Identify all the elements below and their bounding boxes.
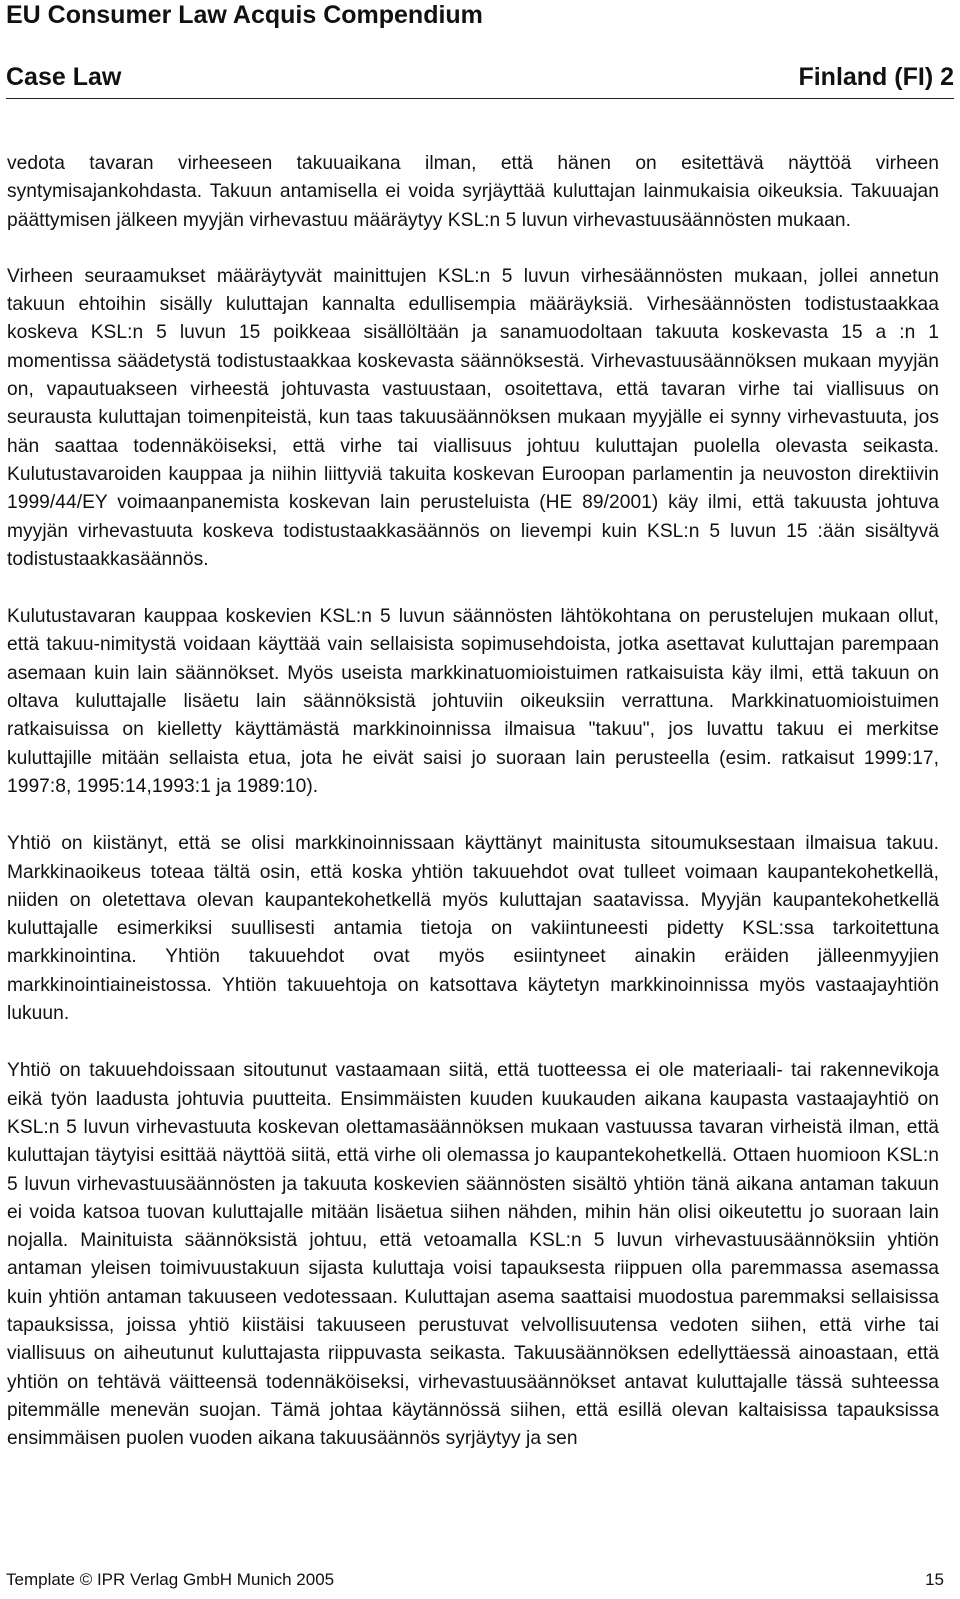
header-divider <box>6 98 954 99</box>
country-label: Finland (FI) 2 <box>798 63 954 91</box>
paragraph-2: Virheen seuraamukset määräytyvät mainittujen KSL:n 5 luvun virhesäännösten mukaan, jollei annetun takuun ehtoihin sisälly kuluttajan kannalta edullisempia määräyksiä. Virhesäännösten todistustaakkaa koskeva KSL:n 5 luvun 15 poikkeaa sisällöltään ja sanamuodoltaan takuuta koskevasta 15 a :n 1 momentissa säädetystä todistustaakkaa koskevasta säännöksestä. Virhevastuusäännöksen mukaan myyjän on, vapautuakseen virheestä johtuvasta vastuustaan, osoitettava, että tavaran virhe tai viallisuus on seurausta kuluttajan toimenpiteistä, kun taas takuusäännöksen mukaan myyjälle ei synny virhevastuuta, jos hän saattaa todennäköiseksi, että virhe tai viallisuus johtuu kuluttajan puolella olevasta seikasta. Kulutustavaroiden kauppaa ja niihin liittyviä takuita koskevan Euroopan parlamentin ja neuvoston direktiivin 1999/44/EY voimaanpanemista koskevan lain perusteluista (HE 89/2001) käy ilmi, että takuusta johtuva myyjän virhevastuuta koskeva todistustaakkasäännös on lievempi kuin KSL:n 5 luvun 15 :ään sisältyvä todistustaakkasäännös. <box>7 265 939 570</box>
page-header <box>6 0 954 92</box>
section-row <box>6 62 954 92</box>
body-text <box>7 150 939 1482</box>
paragraph-4: Yhtiö on kiistänyt, että se olisi markkinoinnissaan käyttänyt mainitusta sitoumuksestaan ilmaisua takuu. Markkinaoikeus toteaa tältä osin, että koska yhtiön takuuehdot ovat tulleet voimaan kaupantekohetkellä, niiden on oletettava olevan kaupantekohetkellä myös kuluttajan saatavissa. Myyjän kaupantekohetkellä kuluttajalle esimerkiksi suullisesti antamia tietoja on vakiintuneesti pidetty KSL:ssa tarkoitettuna markkinointina. Yhtiön takuuehdot ovat myös esiintyneet ainakin eräiden jälleenmyyjien markkinointiaineistossa. Yhtiön takuuehtoja on katsottava käytetyn markkinoinnissa myös vastaajayhtiön lukuun. <box>7 833 939 1025</box>
paragraph-5: Yhtiö on takuuehdoissaan sitoutunut vastaamaan siitä, että tuotteessa ei ole materiaali- tai rakennevikoja eikä työn laadusta johtuvia puutteita. Ensimmäisten kuuden kuukauden aikana kaupasta vastaajayhtiö on KSL:n 5 luvun virhevastuuta koskevan olettamasäännöksen mukaan vastuussa tavaran virheistä ilman, että kuluttajan täytyisi esittää näyttöä siitä, että virhe oli olemassa jo kaupantekohetkellä. Ottaen huomioon KSL:n 5 luvun virhevastuusäännösten ja takuuta koskevien säännösten sisältö yhtiön tänä aikana antaman takuun ei voida katsoa tuovan kuluttajalle mitään lisäetua siihen nähden, mihin hän olisi oikeutettu jo suoraan lain nojalla. Mainituista säännöksistä johtuu, että vetoamalla KSL:n 5 luvun virhevastuusäännöksiin yhtiön antaman yleisen toimivuustakuun sijasta kuluttaja voisi tapauksesta riippuen olla paremmassa asemassa kuin yhtiön antaman takuuseen vedotessaan. Kuluttajan asema saattaisi muodostua paremmaksi sellaisissa tapauksissa, joissa yhtiö kiistäisi takuuseen perustuvat velvollisuutensa vedoten siihen, että virhe tai viallisuus on aiheutunut kuluttajasta riippuvasta seikasta. Takuusäännöksen edellyttäessä ainoastaan, että yhtiön on tehtävä väitteensä todennäköiseksi, virhevastuusäännökset antavat kuluttajalle tässä suhteessa pitemmälle menevän suojan. Tämä johtaa käytännössä siihen, että esillä olevan kaltaisissa tapauksissa ensimmäisen puolen vuoden aikana takuusäännös syrjäytyy ja sen <box>7 1060 939 1450</box>
document-title: EU Consumer Law Acquis Compendium <box>6 1 483 29</box>
page-footer <box>6 1570 944 1590</box>
footer-template-text: Template © IPR Verlag GmbH Munich 2005 <box>6 1570 335 1589</box>
paragraph-1: vedota tavaran virheeseen takuuaikana ilman, että hänen on esitettävä näyttöä virheen syntymisajankohdasta. Takuun antamisella ei voida syrjäyttää kuluttajan lainmukaisia oikeuksia. Takuuajan päättymisen jälkeen myyjän virhevastuu määräytyy KSL:n 5 luvun virhevastuusäännösten mukaan. <box>7 153 939 231</box>
paragraph-3: Kulutustavaran kauppaa koskevien KSL:n 5 luvun säännösten lähtökohtana on perustelujen mukaan ollut, että takuu-nimitystä voidaan käyttää vain sellaisista sopimusehdoista, jotka asettavat kuluttajan parempaan asemaan kuin lain säännökset. Myös useista markkinatuomioistuimen ratkaisuista käy ilmi, että takuun on oltava kuluttajalle lisäetu lain säännöksistä johtuviin oikeuksiin verrattuna. Markkinatuomioistuimen ratkaisuissa on kielletty käyttämästä markkinoinnissa ilmaisua "takuu", jos luvattu takuu ei merkitse kuluttajille mitään sellaista etua, jota he eivät saisi jo suoraan lain perusteella (esim. ratkaisut 1999:17, 1997:8, 1995:14,1993:1 ja 1989:10). <box>7 606 939 797</box>
section-title: Case Law <box>6 63 122 91</box>
page-number: 15 <box>925 1570 944 1589</box>
